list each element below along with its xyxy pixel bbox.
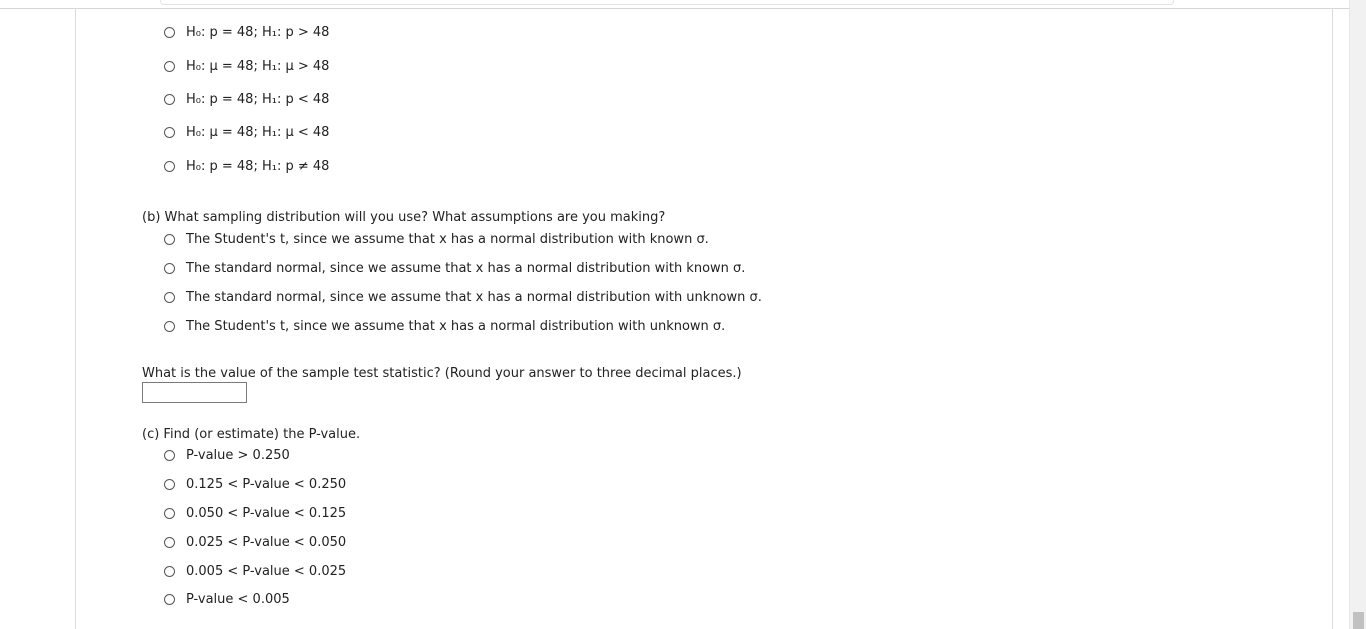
radio-option-c4[interactable] xyxy=(164,535,346,550)
scrollbar-thumb[interactable] xyxy=(1353,612,1364,629)
radio-button[interactable] xyxy=(164,161,175,172)
radio-button[interactable] xyxy=(164,234,175,245)
radio-option-c6[interactable] xyxy=(164,592,290,607)
question-c: (c) Find (or estimate) the P-value. xyxy=(142,427,361,442)
option-label: H₀: μ = 48; H₁: μ > 48 xyxy=(186,59,330,74)
radio-button[interactable] xyxy=(164,27,175,38)
test-statistic-input[interactable] xyxy=(142,382,247,403)
radio-option-a4[interactable] xyxy=(164,125,329,140)
radio-button[interactable] xyxy=(164,508,175,519)
radio-option-a2[interactable] xyxy=(164,59,329,74)
radio-button[interactable] xyxy=(164,263,175,274)
radio-option-a1[interactable] xyxy=(164,25,329,40)
content-right-border xyxy=(1332,8,1333,629)
radio-option-a3[interactable] xyxy=(164,92,329,107)
radio-option-c1[interactable] xyxy=(164,448,290,463)
top-frame-edge xyxy=(0,0,1349,9)
option-label: The Student's t, since we assume that x has a normal distribution with known σ. xyxy=(186,232,709,247)
option-label: 0.005 < P-value < 0.025 xyxy=(186,564,347,579)
option-label: 0.050 < P-value < 0.125 xyxy=(186,506,347,521)
radio-button[interactable] xyxy=(164,292,175,303)
question-b: (b) What sampling distribution will you use? What assumptions are you making? xyxy=(142,210,666,225)
option-label: The standard normal, since we assume that x has a normal distribution with known σ. xyxy=(186,261,746,276)
option-label: The Student's t, since we assume that x has a normal distribution with unknown σ. xyxy=(186,319,726,334)
radio-button[interactable] xyxy=(164,321,175,332)
option-label: P-value < 0.005 xyxy=(186,592,290,607)
vertical-scrollbar[interactable] xyxy=(1349,0,1366,629)
radio-option-a5[interactable] xyxy=(164,159,329,174)
radio-option-b4[interactable] xyxy=(164,319,725,334)
option-label: The standard normal, since we assume that x has a normal distribution with unknown σ. xyxy=(186,290,762,305)
radio-option-b2[interactable] xyxy=(164,261,745,276)
radio-button[interactable] xyxy=(164,566,175,577)
radio-button[interactable] xyxy=(164,127,175,138)
radio-button[interactable] xyxy=(164,61,175,72)
radio-button[interactable] xyxy=(164,537,175,548)
option-label: P-value > 0.250 xyxy=(186,448,290,463)
radio-option-b3[interactable] xyxy=(164,290,762,305)
radio-button[interactable] xyxy=(164,479,175,490)
radio-button[interactable] xyxy=(164,450,175,461)
option-label: H₀: p = 48; H₁: p < 48 xyxy=(186,92,330,107)
option-label: H₀: p = 48; H₁: p ≠ 48 xyxy=(186,159,330,174)
top-toolbar-edge xyxy=(160,0,1174,5)
option-label: 0.125 < P-value < 0.250 xyxy=(186,477,347,492)
radio-button[interactable] xyxy=(164,94,175,105)
radio-option-b1[interactable] xyxy=(164,232,709,247)
option-label: H₀: μ = 48; H₁: μ < 48 xyxy=(186,125,330,140)
radio-option-c5[interactable] xyxy=(164,564,346,579)
radio-option-c2[interactable] xyxy=(164,477,346,492)
radio-option-c3[interactable] xyxy=(164,506,346,521)
content-left-border xyxy=(75,8,76,629)
radio-button[interactable] xyxy=(164,594,175,605)
option-label: H₀: p = 48; H₁: p > 48 xyxy=(186,25,330,40)
question-test-statistic: What is the value of the sample test statistic? (Round your answer to three decimal places.) xyxy=(142,366,742,381)
option-label: 0.025 < P-value < 0.050 xyxy=(186,535,347,550)
